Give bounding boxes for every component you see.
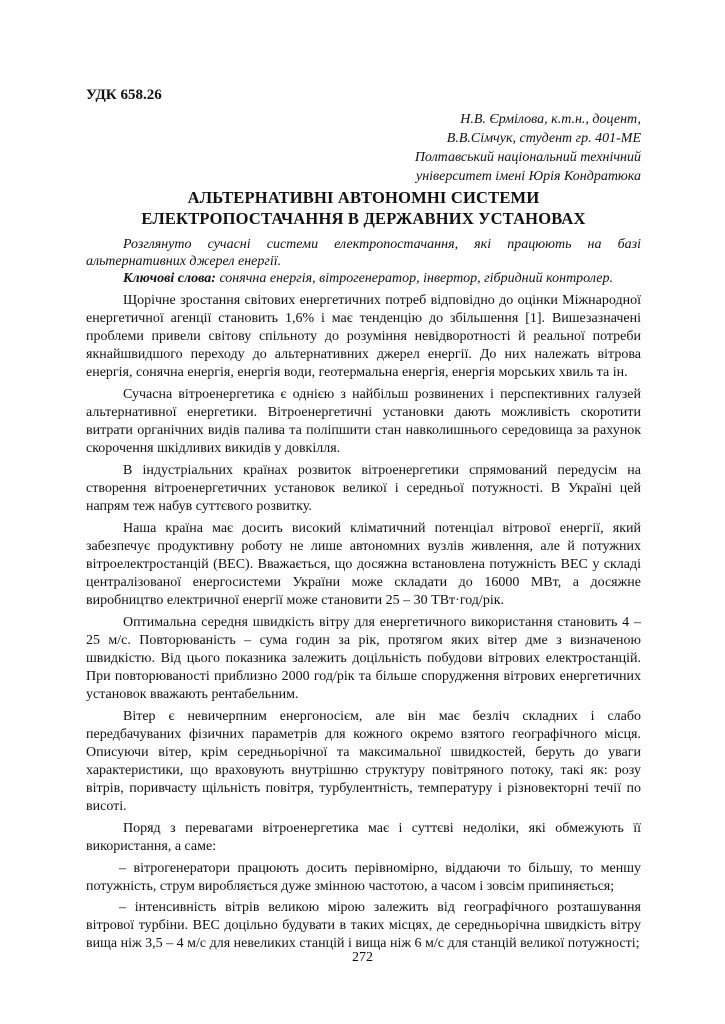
author-block xyxy=(415,110,641,186)
title-line: АЛЬТЕРНАТИВНІ АВТОНОМНІ СИСТЕМИ xyxy=(187,188,540,207)
author-line: Н.В. Єрмілова, к.т.н., доцент, xyxy=(460,112,641,127)
paragraph: Щорічне зростання світових енергетичних потреб відповідно до оцінки Міжнародної енергетичної агенції становить 1,6% і має тенденцію до збільшення [1]. Вишезазначені проблеми привели світову спільноту до розуміння невідворотності й реальної потреби якнайшвидшого переходу до альтернативних джерел енергії. До них належать вітрова енергія, сонячна енергія, енергія води, геотермальна енергія, енергія морських хвиль та ін. xyxy=(86,293,641,380)
list-item: – інтенсивність вітрів великою мірою залежить від географічного розташування вітрової турбіни. ВЕС доцільно будувати в таких місцях, де середньорічна швидкість вітру вища ніж 3,5 – 4 м/с для невеликих станцій і вища ніж 6 м/с для станцій великої потужності; xyxy=(86,900,641,951)
author-line: В.В.Сімчук, студент гр. 401-МЕ xyxy=(446,131,641,146)
keywords-label: Ключові слова: xyxy=(123,271,216,286)
paragraph: Оптимальна середня швидкість вітру для енергетичного використання становить 4 – 25 м/с. Повторюваність – сума годин за рік, протягом яких вітер дме з визначеною швидкістю. Від цього показника залежить доцільність побудови вітрових електростанцій. При повторюваності приблизно 2000 год/рік та більше спорудження вітрових енергетичних установок вважають рентабельним. xyxy=(86,615,641,702)
body-text xyxy=(86,292,641,956)
keywords-text: сонячна енергія, вітрогенератор, інвертор, гібридний контролер. xyxy=(215,271,613,286)
affiliation-line: Полтавський національний технічний xyxy=(414,150,641,165)
paper-title xyxy=(86,187,641,229)
paragraph: Наша країна має досить високий кліматичний потенціал вітрової енергії, який забезпечує продуктивну роботу не лише автономних вузлів живлення, але й потужних вітроелектростанцій (ВЕС). Вважається, що досяжна встановлена потужність ВЕС у складі централізованої енергосистеми України може складати до 16000 МВт, а досяжне виробництво електричної енергії може становити 25 – 30 ТВт·год/рік. xyxy=(86,521,641,608)
keywords xyxy=(86,270,641,287)
title-line: ЕЛЕКТРОПОСТАЧАННЯ В ДЕРЖАВНИХ УСТАНОВАХ xyxy=(141,209,586,228)
paragraph: В індустріальних країнах розвиток вітроенергетики спрямований передусім на створення вітроенергетичних установок великої і середньої потужності. В Україні цей напрям теж набув суттєвого розвитку. xyxy=(86,463,641,514)
paragraph: Вітер є невичерпним енергоносієм, але він має безліч складних і слабо передбачуваних фізичних параметрів для кожного окремо взятого географічного місця. Описуючи вітер, крім середньорічної та максимальної швидкостей, беруть до уваги характеристики, що враховують внутрішню структуру повітряного потоку, такі як: розу вітрів, поривчасту щільність повітря, турбулентність, температуру і різновекторні течії по висоті. xyxy=(86,709,641,814)
list-item: – вітрогенератори працюють досить перівномірно, віддаючи то більшу, то меншу потужність, струм виробляється дуже змінною частотою, а часом і зовсім припиняється; xyxy=(86,861,641,894)
paragraph: Поряд з перевагами вітроенергетика має і суттєві недоліки, які обмежують її використання, а саме: xyxy=(86,821,641,854)
paragraph: Сучасна вітроенергетика є однією з найбільш розвинених і перспективних галузей альтернативної енергетики. Вітроенергетичні установки дають можливість скоротити витрати органічних видів палива та поліпшити стан навколишнього середовища за рахунок скорочення шкідливих викидів у довкілля. xyxy=(86,387,641,456)
udc-code: УДК 658.26 xyxy=(86,87,162,103)
affiliation-line: університет імені Юрія Кондратюка xyxy=(416,169,641,184)
abstract: Розглянуто сучасні системи електропостачання, які працюють на базі альтернативних джерел енергії. xyxy=(86,237,641,269)
page-number: 272 xyxy=(352,950,373,965)
